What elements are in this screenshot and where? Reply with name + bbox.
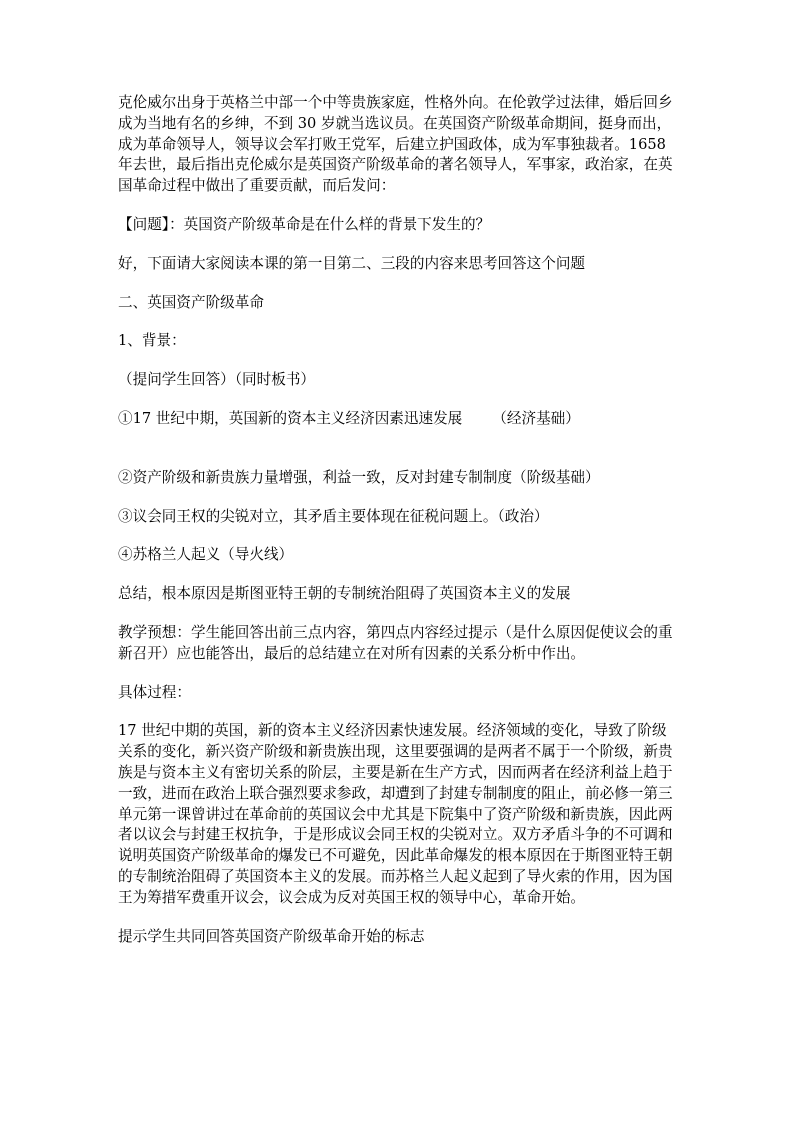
process-body: 17 世纪中期的英国，新的资本主义经济因素快速发展。经济领域的变化，导致了阶级关系的变化，新兴资产阶级和新贵族出现，这里要强调的是两者不属于一个阶级，新贵族是与资本主义有密切关系的阶层，主要是新在生产方式，因而两者在经济利益上趋于一致，进而在政治上联合强烈要求参政，却遭到了封建专制制度的阻止，前必修一第三单元第一课曾讲过在革命前的英国议会中尤其是下院集中了资产阶级和新贵族，因此两者以议会与封建王权抗争，于是形成议会同王权的尖锐对立。双方矛盾斗争的不可调和说明英国资产阶级革命的爆发已不可避免，因此革命爆发的根本原因在于斯图亚特王朝的专制统治阻碍了英国资本主义的发展。而苏格兰人起义起到了导火索的作用，因为国王为筹措军费重开议会，议会成为反对英国王权的领导中心，革命开始。 (118, 722, 673, 906)
closing-prompt: 提示学生共同回答英国资产阶级革命开始的标志 (118, 927, 425, 945)
point-4: ④苏格兰人起义（导火线） (118, 546, 294, 564)
subsection-title: 1、背景： (118, 332, 186, 350)
question-paragraph: 【问题】：英国资产阶级革命是在什么样的背景下发生的？ (118, 215, 491, 233)
expectation-paragraph: 教学预想：学生能回答出前三点内容，第四点内容经过提示（是什么原因促使议会的重新召开）应也能答出，最后的总结建立在对所有因素的关系分析中作出。 (118, 623, 673, 662)
read-prompt-paragraph: 好，下面请大家阅读本课的第一目第二、三段的内容来思考回答这个问题 (118, 254, 586, 272)
point-2: ②资产阶级和新贵族力量增强，利益一致，反对封建专制制度（阶级基础） (118, 468, 600, 486)
process-title: 具体过程： (118, 683, 191, 701)
point-1-text: ①17 世纪中期，英国新的资本主义经济因素迅速发展 (118, 409, 463, 427)
method-note: （提问学生回答）（同时板书） (118, 371, 316, 389)
point-1 (118, 409, 678, 430)
document-page (118, 93, 678, 947)
intro-paragraph: 克伦威尔出身于英格兰中部一个中等贵族家庭，性格外向。在伦敦学过法律，婚后回乡成为当地有名的乡绅，不到 30 岁就当选议员。在英国资产阶级革命期间，挺身而出，成为革命领导人，领导议会军打败王党军，后建立护国政体，成为军事独裁者。1658 年去世，最后指出克伦威尔是英国资产阶级革命的著名领导人，军事家，政治家，在英国革命过程中做出了重要贡献，而后发问： (118, 94, 673, 195)
point-1-tag: （经济基础） (492, 409, 580, 427)
section-title: 二、英国资产阶级革命 (118, 293, 264, 311)
point-3: ③议会同王权的尖锐对立，其矛盾主要体现在征税问题上。（政治） (118, 507, 549, 525)
summary-paragraph: 总结，根本原因是斯图亚特王朝的专制统治阻碍了英国资本主义的发展 (118, 585, 571, 603)
